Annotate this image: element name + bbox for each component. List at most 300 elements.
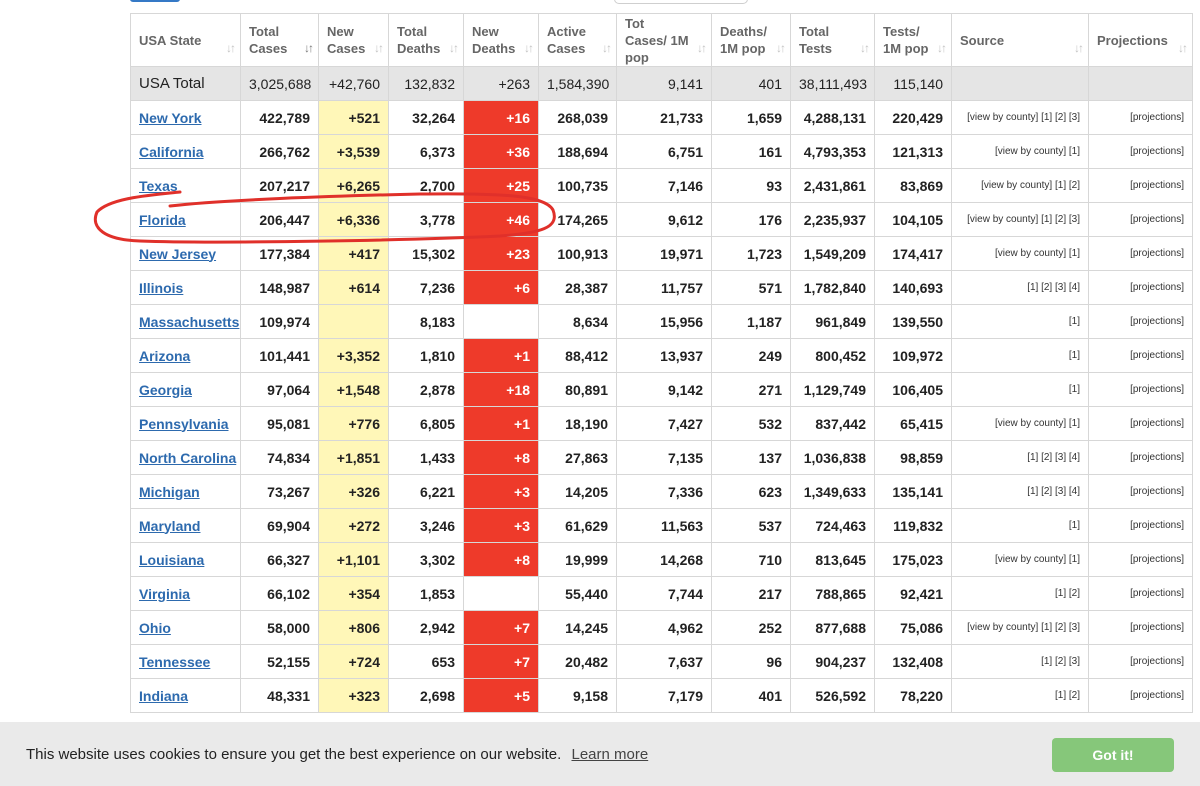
projections-link[interactable]: [projections] — [1089, 407, 1193, 441]
active-cell: 9,158 — [539, 679, 617, 713]
total-tests-per-m: 115,140 — [875, 67, 952, 101]
state-link[interactable]: Florida — [139, 211, 186, 228]
tests-cell: 526,592 — [791, 679, 875, 713]
column-header[interactable] — [1089, 14, 1193, 67]
active-cell: 80,891 — [539, 373, 617, 407]
deaths-per-m-cell: 137 — [712, 441, 791, 475]
tests-per-m-cell: 139,550 — [875, 305, 952, 339]
total-source — [952, 67, 1089, 101]
tests-cell: 1,129,749 — [791, 373, 875, 407]
new-cases-cell: +521 — [319, 101, 389, 135]
total-cases-cell: 206,447 — [241, 203, 319, 237]
tests-cell: 788,865 — [791, 577, 875, 611]
new-cases-cell — [319, 305, 389, 339]
deaths-per-m-cell: 161 — [712, 135, 791, 169]
active-cell: 88,412 — [539, 339, 617, 373]
state-cell — [131, 509, 241, 543]
cookie-message-wrap — [26, 746, 648, 763]
total-deaths-cell: 8,183 — [389, 305, 464, 339]
active-cell: 18,190 — [539, 407, 617, 441]
new-cases-cell: +806 — [319, 611, 389, 645]
tests-cell: 4,793,353 — [791, 135, 875, 169]
total-deaths-cell: 6,805 — [389, 407, 464, 441]
active-cell: 14,205 — [539, 475, 617, 509]
sort-arrows-icon[interactable]: ↓↑ — [304, 41, 312, 55]
active-cell: 61,629 — [539, 509, 617, 543]
total-deaths-cell: 7,236 — [389, 271, 464, 305]
total-cases-cell: 66,327 — [241, 543, 319, 577]
table-row — [131, 271, 1193, 305]
table-row — [131, 101, 1193, 135]
learn-more-link[interactable]: Learn more — [571, 746, 649, 763]
total-tests: 38,111,493 — [791, 67, 875, 101]
total-cases: 3,025,688 — [241, 67, 319, 101]
state-cell — [131, 407, 241, 441]
table-row — [131, 373, 1193, 407]
total-cases-cell: 207,217 — [241, 169, 319, 203]
tests-cell: 1,549,209 — [791, 237, 875, 271]
tests-per-m-cell: 104,105 — [875, 203, 952, 237]
new-deaths-cell: +36 — [464, 135, 539, 169]
cases-per-m-cell: 6,751 — [617, 135, 712, 169]
column-header-label: Source — [960, 32, 1005, 48]
tests-cell: 813,645 — [791, 543, 875, 577]
deaths-per-m-cell: 217 — [712, 577, 791, 611]
active-cell: 27,863 — [539, 441, 617, 475]
active-cell: 28,387 — [539, 271, 617, 305]
cases-per-m-cell: 19,971 — [617, 237, 712, 271]
total-new-deaths: +263 — [464, 67, 539, 101]
cases-per-m-cell: 21,733 — [617, 101, 712, 135]
total-deaths-cell: 1,810 — [389, 339, 464, 373]
column-header[interactable] — [617, 14, 712, 67]
column-header[interactable] — [875, 14, 952, 67]
state-link[interactable]: Texas — [139, 177, 178, 194]
projections-link[interactable]: [projections] — [1089, 135, 1193, 169]
total-cases-cell: 58,000 — [241, 611, 319, 645]
tests-cell: 837,442 — [791, 407, 875, 441]
deaths-per-m-cell: 1,723 — [712, 237, 791, 271]
sort-arrows-icon[interactable]: ↓↑ — [1178, 41, 1186, 55]
table-row — [131, 645, 1193, 679]
source-links[interactable]: [view by county] [1] [2] [3] — [952, 611, 1089, 645]
new-deaths-cell: +46 — [464, 203, 539, 237]
projections-link[interactable]: [projections] — [1089, 577, 1193, 611]
sort-arrows-icon[interactable]: ↓↑ — [860, 41, 868, 55]
new-cases-cell: +614 — [319, 271, 389, 305]
active-cell: 19,999 — [539, 543, 617, 577]
new-cases-cell: +6,265 — [319, 169, 389, 203]
sort-arrows-icon[interactable]: ↓↑ — [449, 41, 457, 55]
column-header[interactable] — [389, 14, 464, 67]
new-deaths-cell: +7 — [464, 611, 539, 645]
column-header-label: Total Tests — [799, 24, 832, 56]
new-cases-cell: +3,352 — [319, 339, 389, 373]
source-links[interactable]: [1] — [952, 305, 1089, 339]
cases-per-m-cell: 7,135 — [617, 441, 712, 475]
new-deaths-cell: +6 — [464, 271, 539, 305]
new-deaths-cell: +25 — [464, 169, 539, 203]
total-deaths-per-m: 401 — [712, 67, 791, 101]
source-links[interactable]: [view by county] [1] [2] — [952, 169, 1089, 203]
total-deaths-cell: 2,698 — [389, 679, 464, 713]
table-row — [131, 543, 1193, 577]
new-deaths-cell — [464, 577, 539, 611]
state-link[interactable]: California — [139, 143, 204, 160]
tests-cell: 4,288,131 — [791, 101, 875, 135]
tests-per-m-cell: 83,869 — [875, 169, 952, 203]
cases-per-m-cell: 7,336 — [617, 475, 712, 509]
state-link[interactable]: Indiana — [139, 687, 189, 704]
sort-arrows-icon[interactable]: ↓↑ — [602, 41, 610, 55]
total-deaths-cell: 32,264 — [389, 101, 464, 135]
cases-per-m-cell: 13,937 — [617, 339, 712, 373]
table-row — [131, 203, 1193, 237]
column-header-label: Deaths/ 1M pop — [720, 24, 767, 56]
state-cell — [131, 339, 241, 373]
state-cell — [131, 135, 241, 169]
new-cases-cell: +1,548 — [319, 373, 389, 407]
deaths-per-m-cell: 252 — [712, 611, 791, 645]
cookie-banner — [0, 722, 1200, 786]
new-deaths-cell: +8 — [464, 441, 539, 475]
state-link[interactable]: Massachusetts — [139, 313, 240, 330]
cases-per-m-cell: 9,142 — [617, 373, 712, 407]
cases-per-m-cell: 7,179 — [617, 679, 712, 713]
column-header[interactable] — [952, 14, 1089, 67]
projections-link[interactable]: [projections] — [1089, 203, 1193, 237]
tests-cell: 2,235,937 — [791, 203, 875, 237]
source-links[interactable]: [view by county] [1] — [952, 135, 1089, 169]
source-links[interactable]: [1] [2] [3] [4] — [952, 441, 1089, 475]
total-cases-cell: 48,331 — [241, 679, 319, 713]
projections-link[interactable]: [projections] — [1089, 305, 1193, 339]
total-new-cases: +42,760 — [319, 67, 389, 101]
total-deaths-cell: 2,700 — [389, 169, 464, 203]
state-cell — [131, 203, 241, 237]
column-header-label: Tests/ 1M pop — [883, 24, 929, 56]
tests-per-m-cell: 78,220 — [875, 679, 952, 713]
tests-per-m-cell: 121,313 — [875, 135, 952, 169]
column-header-label: Total Deaths — [397, 24, 441, 56]
total-deaths-cell: 2,878 — [389, 373, 464, 407]
column-header[interactable] — [131, 14, 241, 67]
table-row — [131, 577, 1193, 611]
tests-per-m-cell: 109,972 — [875, 339, 952, 373]
state-link[interactable]: Illinois — [139, 279, 184, 296]
source-links[interactable]: [1] — [952, 373, 1089, 407]
projections-link[interactable]: [projections] — [1089, 611, 1193, 645]
sort-arrows-icon[interactable]: ↓↑ — [524, 41, 532, 55]
projections-link[interactable]: [projections] — [1089, 101, 1193, 135]
table-row — [131, 407, 1193, 441]
total-cases-cell: 73,267 — [241, 475, 319, 509]
new-deaths-cell: +7 — [464, 645, 539, 679]
tests-per-m-cell: 175,023 — [875, 543, 952, 577]
state-link[interactable]: Tennessee — [139, 653, 211, 670]
tests-cell: 724,463 — [791, 509, 875, 543]
source-links[interactable]: [1] [2] — [952, 679, 1089, 713]
sort-arrows-icon[interactable]: ↓↑ — [776, 41, 784, 55]
new-cases-cell: +272 — [319, 509, 389, 543]
tests-cell: 904,237 — [791, 645, 875, 679]
new-deaths-cell: +16 — [464, 101, 539, 135]
column-header[interactable] — [712, 14, 791, 67]
tests-cell: 800,452 — [791, 339, 875, 373]
new-cases-cell: +3,539 — [319, 135, 389, 169]
cases-per-m-cell: 15,956 — [617, 305, 712, 339]
state-link[interactable]: Louisiana — [139, 551, 205, 568]
deaths-per-m-cell: 532 — [712, 407, 791, 441]
table-row — [131, 509, 1193, 543]
state-cell — [131, 475, 241, 509]
cases-per-m-cell: 14,268 — [617, 543, 712, 577]
deaths-per-m-cell: 96 — [712, 645, 791, 679]
projections-link[interactable]: [projections] — [1089, 339, 1193, 373]
tests-per-m-cell: 106,405 — [875, 373, 952, 407]
top-search-box[interactable] — [614, 0, 748, 4]
source-links[interactable]: [view by county] [1] [2] [3] — [952, 203, 1089, 237]
table-row — [131, 169, 1193, 203]
sort-arrows-icon[interactable]: ↓↑ — [226, 41, 234, 55]
deaths-per-m-cell: 1,187 — [712, 305, 791, 339]
table-row — [131, 475, 1193, 509]
cases-per-m-cell: 4,962 — [617, 611, 712, 645]
column-header-label: New Cases — [327, 24, 366, 56]
usa-total-row — [131, 67, 1193, 101]
state-link[interactable]: New York — [139, 109, 202, 126]
column-header[interactable] — [539, 14, 617, 67]
active-cell: 14,245 — [539, 611, 617, 645]
source-links[interactable]: [view by county] [1] — [952, 543, 1089, 577]
deaths-per-m-cell: 176 — [712, 203, 791, 237]
total-deaths-cell: 6,373 — [389, 135, 464, 169]
active-cell: 55,440 — [539, 577, 617, 611]
tests-per-m-cell: 174,417 — [875, 237, 952, 271]
source-links[interactable]: [1] [2] [3] [4] — [952, 271, 1089, 305]
cases-per-m-cell: 11,757 — [617, 271, 712, 305]
new-cases-cell: +776 — [319, 407, 389, 441]
deaths-per-m-cell: 571 — [712, 271, 791, 305]
total-cases-cell: 74,834 — [241, 441, 319, 475]
total-deaths-cell: 653 — [389, 645, 464, 679]
table-row — [131, 441, 1193, 475]
total-cases-per-m: 9,141 — [617, 67, 712, 101]
state-cell — [131, 543, 241, 577]
state-link[interactable]: Virginia — [139, 585, 191, 602]
active-cell: 188,694 — [539, 135, 617, 169]
total-deaths-cell: 3,302 — [389, 543, 464, 577]
total-projections — [1089, 67, 1193, 101]
cases-per-m-cell: 9,612 — [617, 203, 712, 237]
total-state: USA Total — [131, 67, 241, 101]
state-cell — [131, 373, 241, 407]
total-cases-cell: 95,081 — [241, 407, 319, 441]
new-deaths-cell: +23 — [464, 237, 539, 271]
tests-cell: 1,036,838 — [791, 441, 875, 475]
table-row — [131, 135, 1193, 169]
tests-per-m-cell: 135,141 — [875, 475, 952, 509]
sort-arrows-icon[interactable]: ↓↑ — [697, 41, 705, 55]
column-header-label: Tot Cases/ 1M pop — [625, 15, 689, 65]
table-row — [131, 305, 1193, 339]
table-row — [131, 679, 1193, 713]
source-links[interactable]: [1] [2] [3] [4] — [952, 475, 1089, 509]
deaths-per-m-cell: 1,659 — [712, 101, 791, 135]
total-cases-cell: 422,789 — [241, 101, 319, 135]
projections-link[interactable]: [projections] — [1089, 475, 1193, 509]
total-deaths: 132,832 — [389, 67, 464, 101]
new-cases-cell: +354 — [319, 577, 389, 611]
state-link[interactable]: Michigan — [139, 483, 200, 500]
active-cell: 100,913 — [539, 237, 617, 271]
column-header[interactable] — [791, 14, 875, 67]
cookie-message: This website uses cookies to ensure you get the best experience on our website. — [26, 746, 562, 763]
active-cell: 20,482 — [539, 645, 617, 679]
state-cell — [131, 101, 241, 135]
total-cases-cell: 177,384 — [241, 237, 319, 271]
new-cases-cell: +724 — [319, 645, 389, 679]
source-links[interactable]: [1] [2] [3] — [952, 645, 1089, 679]
total-deaths-cell: 1,433 — [389, 441, 464, 475]
state-cell — [131, 441, 241, 475]
state-cell — [131, 305, 241, 339]
new-cases-cell: +326 — [319, 475, 389, 509]
total-deaths-cell: 15,302 — [389, 237, 464, 271]
sort-arrows-icon[interactable]: ↓↑ — [937, 41, 945, 55]
table-row — [131, 339, 1193, 373]
projections-link[interactable]: [projections] — [1089, 271, 1193, 305]
column-header-label: USA State — [139, 32, 202, 48]
cases-per-m-cell: 7,146 — [617, 169, 712, 203]
total-deaths-cell: 2,942 — [389, 611, 464, 645]
projections-link[interactable]: [projections] — [1089, 543, 1193, 577]
total-cases-cell: 66,102 — [241, 577, 319, 611]
source-links[interactable]: [1] — [952, 339, 1089, 373]
total-cases-cell: 69,904 — [241, 509, 319, 543]
tests-per-m-cell: 75,086 — [875, 611, 952, 645]
source-links[interactable]: [view by county] [1] — [952, 407, 1089, 441]
deaths-per-m-cell: 537 — [712, 509, 791, 543]
state-link[interactable]: Georgia — [139, 381, 192, 398]
new-deaths-cell: +18 — [464, 373, 539, 407]
source-links[interactable]: [view by county] [1] — [952, 237, 1089, 271]
state-cell — [131, 237, 241, 271]
tests-per-m-cell: 119,832 — [875, 509, 952, 543]
state-link[interactable]: Ohio — [139, 619, 171, 636]
source-links[interactable]: [view by county] [1] [2] [3] — [952, 101, 1089, 135]
tests-per-m-cell: 92,421 — [875, 577, 952, 611]
column-header[interactable] — [319, 14, 389, 67]
total-cases-cell: 52,155 — [241, 645, 319, 679]
projections-link[interactable]: [projections] — [1089, 237, 1193, 271]
column-header[interactable] — [241, 14, 319, 67]
column-header-label: Projections — [1097, 32, 1168, 48]
active-cell: 268,039 — [539, 101, 617, 135]
active-cell: 100,735 — [539, 169, 617, 203]
states-table — [130, 13, 1193, 713]
total-active: 1,584,390 — [539, 67, 617, 101]
tests-per-m-cell: 220,429 — [875, 101, 952, 135]
cases-per-m-cell: 7,637 — [617, 645, 712, 679]
projections-link[interactable]: [projections] — [1089, 441, 1193, 475]
column-header[interactable] — [464, 14, 539, 67]
state-link[interactable]: Arizona — [139, 347, 191, 364]
total-deaths-cell: 1,853 — [389, 577, 464, 611]
sort-arrows-icon[interactable]: ↓↑ — [374, 41, 382, 55]
state-cell — [131, 679, 241, 713]
total-deaths-cell: 6,221 — [389, 475, 464, 509]
table-row — [131, 611, 1193, 645]
table-row — [131, 237, 1193, 271]
deaths-per-m-cell: 623 — [712, 475, 791, 509]
new-deaths-cell: +1 — [464, 339, 539, 373]
cases-per-m-cell: 7,427 — [617, 407, 712, 441]
new-cases-cell: +1,101 — [319, 543, 389, 577]
deaths-per-m-cell: 271 — [712, 373, 791, 407]
state-cell — [131, 271, 241, 305]
header-row — [131, 14, 1193, 67]
state-cell — [131, 611, 241, 645]
state-link[interactable]: Pennsylvania — [139, 415, 229, 432]
projections-link[interactable]: [projections] — [1089, 169, 1193, 203]
deaths-per-m-cell: 401 — [712, 679, 791, 713]
got-it-button[interactable]: Got it! — [1052, 738, 1174, 772]
source-links[interactable]: [1] — [952, 509, 1089, 543]
deaths-per-m-cell: 710 — [712, 543, 791, 577]
new-cases-cell: +417 — [319, 237, 389, 271]
column-header-label: Active Cases — [547, 24, 587, 56]
projections-link[interactable]: [projections] — [1089, 679, 1193, 713]
new-deaths-cell: +5 — [464, 679, 539, 713]
state-cell — [131, 645, 241, 679]
tests-cell: 1,782,840 — [791, 271, 875, 305]
projections-link[interactable]: [projections] — [1089, 509, 1193, 543]
tests-cell: 2,431,861 — [791, 169, 875, 203]
new-deaths-cell — [464, 305, 539, 339]
column-header-label: New Deaths — [472, 24, 516, 56]
state-cell — [131, 577, 241, 611]
projections-link[interactable]: [projections] — [1089, 373, 1193, 407]
tests-per-m-cell: 98,859 — [875, 441, 952, 475]
projections-link[interactable]: [projections] — [1089, 645, 1193, 679]
deaths-per-m-cell: 249 — [712, 339, 791, 373]
total-deaths-cell: 3,778 — [389, 203, 464, 237]
new-cases-cell: +6,336 — [319, 203, 389, 237]
state-link[interactable]: New Jersey — [139, 245, 217, 262]
total-cases-cell: 109,974 — [241, 305, 319, 339]
tests-cell: 877,688 — [791, 611, 875, 645]
new-deaths-cell: +3 — [464, 509, 539, 543]
tests-cell: 961,849 — [791, 305, 875, 339]
active-cell: 174,265 — [539, 203, 617, 237]
state-link[interactable]: Maryland — [139, 517, 201, 534]
new-cases-cell: +323 — [319, 679, 389, 713]
column-header-label: Total Cases — [249, 24, 288, 56]
state-link[interactable]: North Carolina — [139, 449, 237, 466]
new-deaths-cell: +3 — [464, 475, 539, 509]
total-cases-cell: 266,762 — [241, 135, 319, 169]
cases-per-m-cell: 7,744 — [617, 577, 712, 611]
new-deaths-cell: +8 — [464, 543, 539, 577]
deaths-per-m-cell: 93 — [712, 169, 791, 203]
new-deaths-cell: +1 — [464, 407, 539, 441]
top-button[interactable] — [130, 0, 180, 2]
state-cell — [131, 169, 241, 203]
source-links[interactable]: [1] [2] — [952, 577, 1089, 611]
sort-arrows-icon[interactable]: ↓↑ — [1074, 41, 1082, 55]
tests-per-m-cell: 132,408 — [875, 645, 952, 679]
